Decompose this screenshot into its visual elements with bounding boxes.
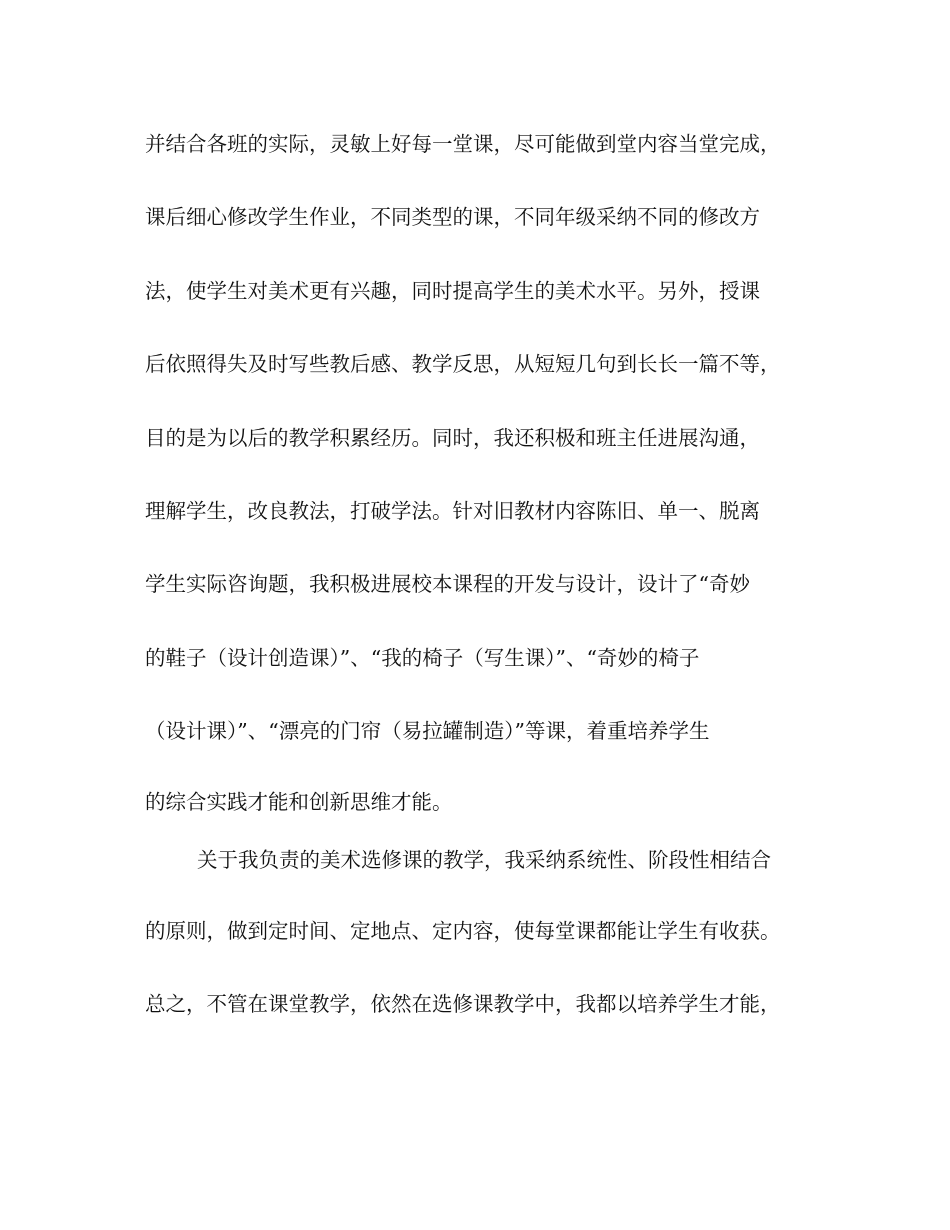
text-line-3: 法，使学生对美术更有兴趣，同时提高学生的美术水平。另外，授课 bbox=[145, 279, 760, 303]
text-line-2: 课后细心修改学生作业，不同类型的课，不同年级采纳不同的修改方 bbox=[145, 205, 760, 229]
text-line-5: 目的是为以后的教学积累经历。同时，我还积极和班主任进展沟通， bbox=[145, 426, 760, 450]
text-line-6: 理解学生，改良教法，打破学法。针对旧教材内容陈旧、单一、脱离 bbox=[145, 499, 760, 523]
text-line-9: （设计课）”、“漂亮的门帘（易拉罐制造）”等课，着重培养学生 bbox=[145, 719, 710, 743]
paragraph-2-first-line: 关于我负责的美术选修课的教学，我采纳系统性、阶段性相结合 bbox=[197, 848, 771, 872]
text-line-12: 的原则，做到定时间、定地点、定内容，使每堂课都能让学生有收获。 bbox=[145, 919, 781, 943]
text-line-13: 总之，不管在课堂教学，依然在选修课教学中，我都以培养学生才能， bbox=[145, 992, 781, 1016]
text-line-10: 的综合实践才能和创新思维才能。 bbox=[145, 790, 453, 814]
text-line-7: 学生实际咨询题，我积极进展校本课程的开发与设计，设计了“奇妙 bbox=[145, 572, 750, 596]
text-line-8: 的鞋子（设计创造课）”、“我的椅子（写生课）”、“奇妙的椅子 bbox=[145, 646, 700, 670]
text-line-4: 后依照得失及时写些教后感、教学反思，从短短几句到长长一篇不等， bbox=[145, 352, 781, 376]
text-line-1: 并结合各班的实际，灵敏上好每一堂课，尽可能做到堂内容当堂完成， bbox=[145, 132, 781, 156]
